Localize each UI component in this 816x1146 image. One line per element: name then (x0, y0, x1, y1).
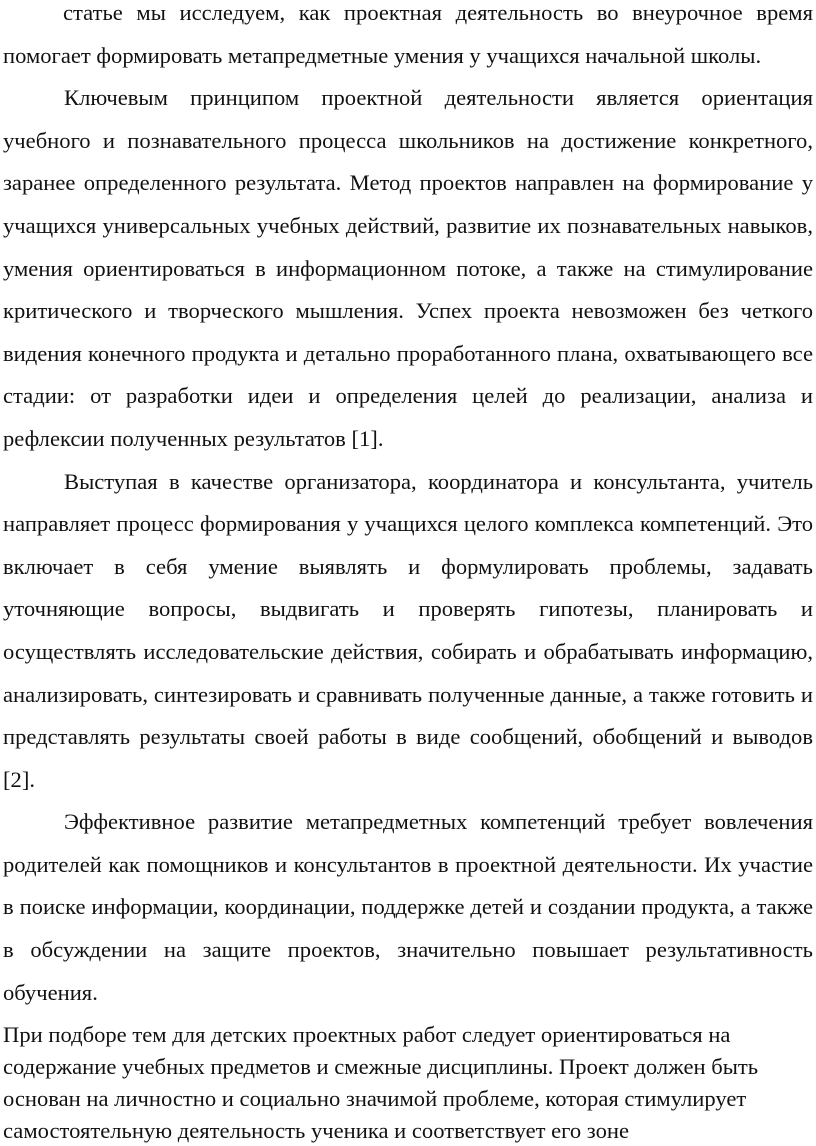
paragraph-teacher-role: Выступая в качестве организатора, координатора и консультанта, учитель направляет процесс формирования у учащихся целого комплекса компетенций. Это включает в себя умение выявлять и формулировать проблемы, задавать уточняющие вопросы, выдвигать и проверять гипотезы, планировать и осуществлять исследовательские действия, собирать и обрабатывать информацию, анализировать, синтезировать и сравнивать полученные данные, а также готовить и представлять результаты своей работы в виде сообщений, обобщений и выводов [2]. (3, 468, 813, 792)
paragraph-parents-involvement: Эффективное развитие метапредметных компетенций требует вовлечения родителей как помощников и консультантов в проектной деятельности. Их участие в поиске информации, координации, поддержке детей и создании продукта, а также в обсуждении на защите проектов, значительно повышает результативность обучения. (3, 809, 813, 1005)
paragraph-topic-selection: При подборе тем для детских проектных работ следует ориентироваться на содержание учебных предметов и смежные дисциплины. Проект должен быть основан на личностно и социально значимой проблеме, которая стимулирует самостоятельную деятельность ученика и соответствует его зоне (3, 1022, 759, 1143)
paragraph-key-principle: Ключевым принципом проектной деятельности является ориентация учебного и познавательного процесса школьников на достижение конкретного, заранее определенного результата. Метод проектов направлен на формирование у учащихся универсальных учебных действий, развитие их познавательных навыков, умения ориентироваться в информационном потоке, а также на стимулирование критического и творческого мышления. Успех проекта невозможен без четкого видения конечного продукта и детально проработанного плана, охватывающего все стадии: от разработки идеи и определения целей до реализации, анализа и рефлексии полученных результатов [1]. (3, 85, 813, 451)
paragraph-intro-continuation: статье мы исследуем, как проектная деятельность во внеурочное время помогает формировать метапредметные умения у учащихся начальной школы. (3, 0, 813, 68)
